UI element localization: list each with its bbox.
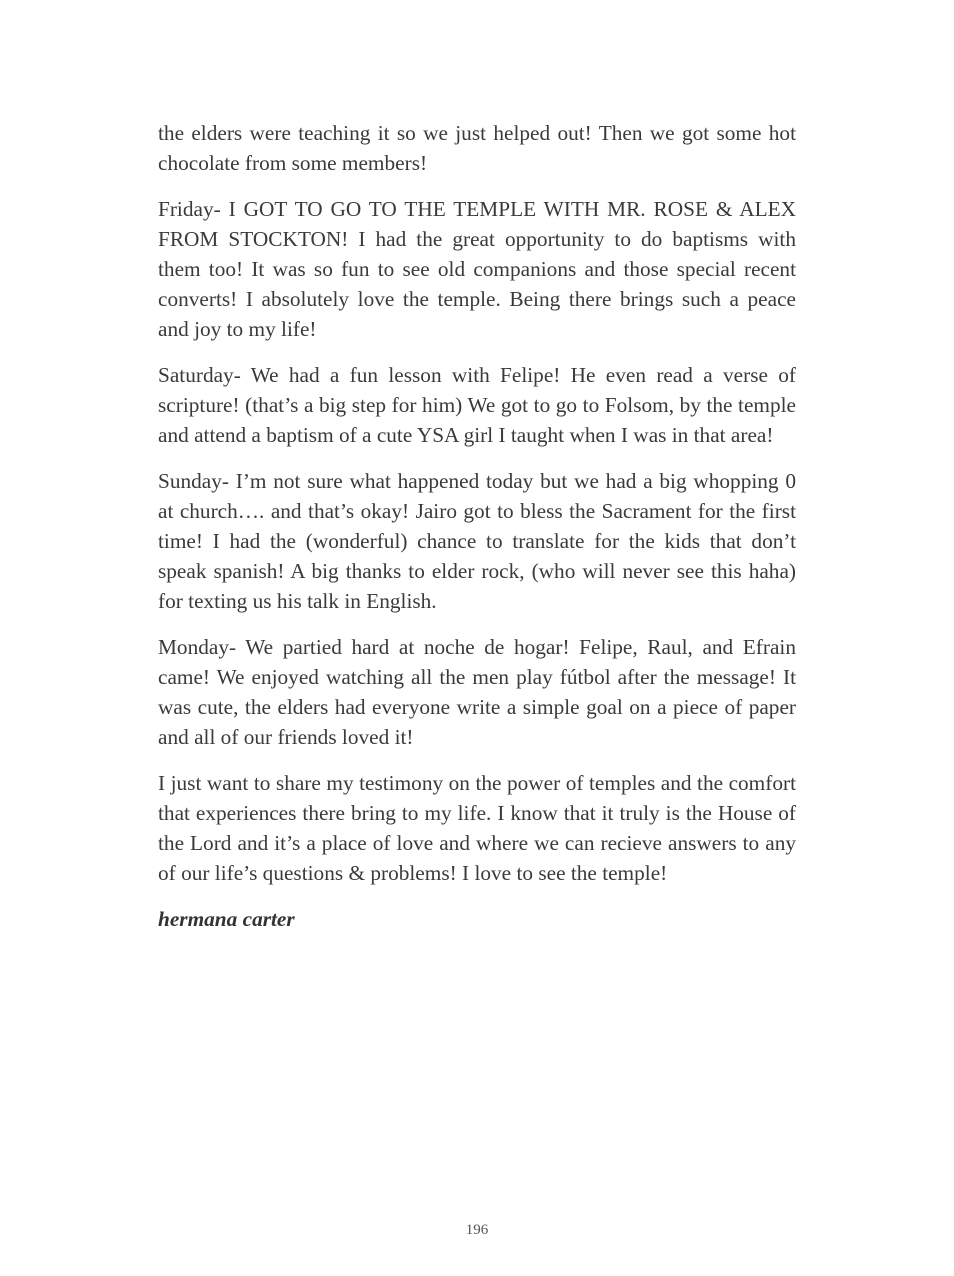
signature: hermana carter [158, 907, 295, 931]
paragraph-testimony: I just want to share my testimony on the power of temples and the comfort that experiences there bring to my life. I know that it truly is the House of the Lord and it’s a place of love and where we can recieve answers to any of our life’s questions & problems! I love to see the temple! [158, 771, 796, 885]
page-number: 196 [465, 1222, 489, 1238]
paragraph-friday: Friday- I GOT TO GO TO THE TEMPLE WITH MR. ROSE & ALEX FROM STOCKTON! I had the great opportunity to do baptisms with them too! It was so fun to see old companions and those special recent converts! I absolutely love the temple. Being there brings such a peace and joy to my life! [158, 197, 796, 341]
paragraph-sunday: Sunday- I’m not sure what happened today but we had a big whopping 0 at church…. and that’s okay! Jairo got to bless the Sacrament for the first time! I had the (wonderful) chance to translate for the kids that don’t speak spanish! A big thanks to elder rock, (who will never see this haha) for texting us his talk in English. [158, 469, 796, 613]
paragraph-monday: Monday- We partied hard at noche de hogar! Felipe, Raul, and Efrain came! We enjoyed watching all the men play fútbol after the message! It was cute, the elders had everyone write a simple goal on a piece of paper and all of our friends loved it! [158, 635, 796, 749]
paragraph-intro: the elders were teaching it so we just helped out! Then we got some hot chocolate from some members! [158, 121, 796, 175]
page-body [158, 118, 796, 934]
paragraph-saturday: Saturday- We had a fun lesson with Felipe! He even read a verse of scripture! (that’s a big step for him) We got to go to Folsom, by the temple and attend a baptism of a cute YSA girl I taught when I was in that area! [158, 363, 796, 447]
